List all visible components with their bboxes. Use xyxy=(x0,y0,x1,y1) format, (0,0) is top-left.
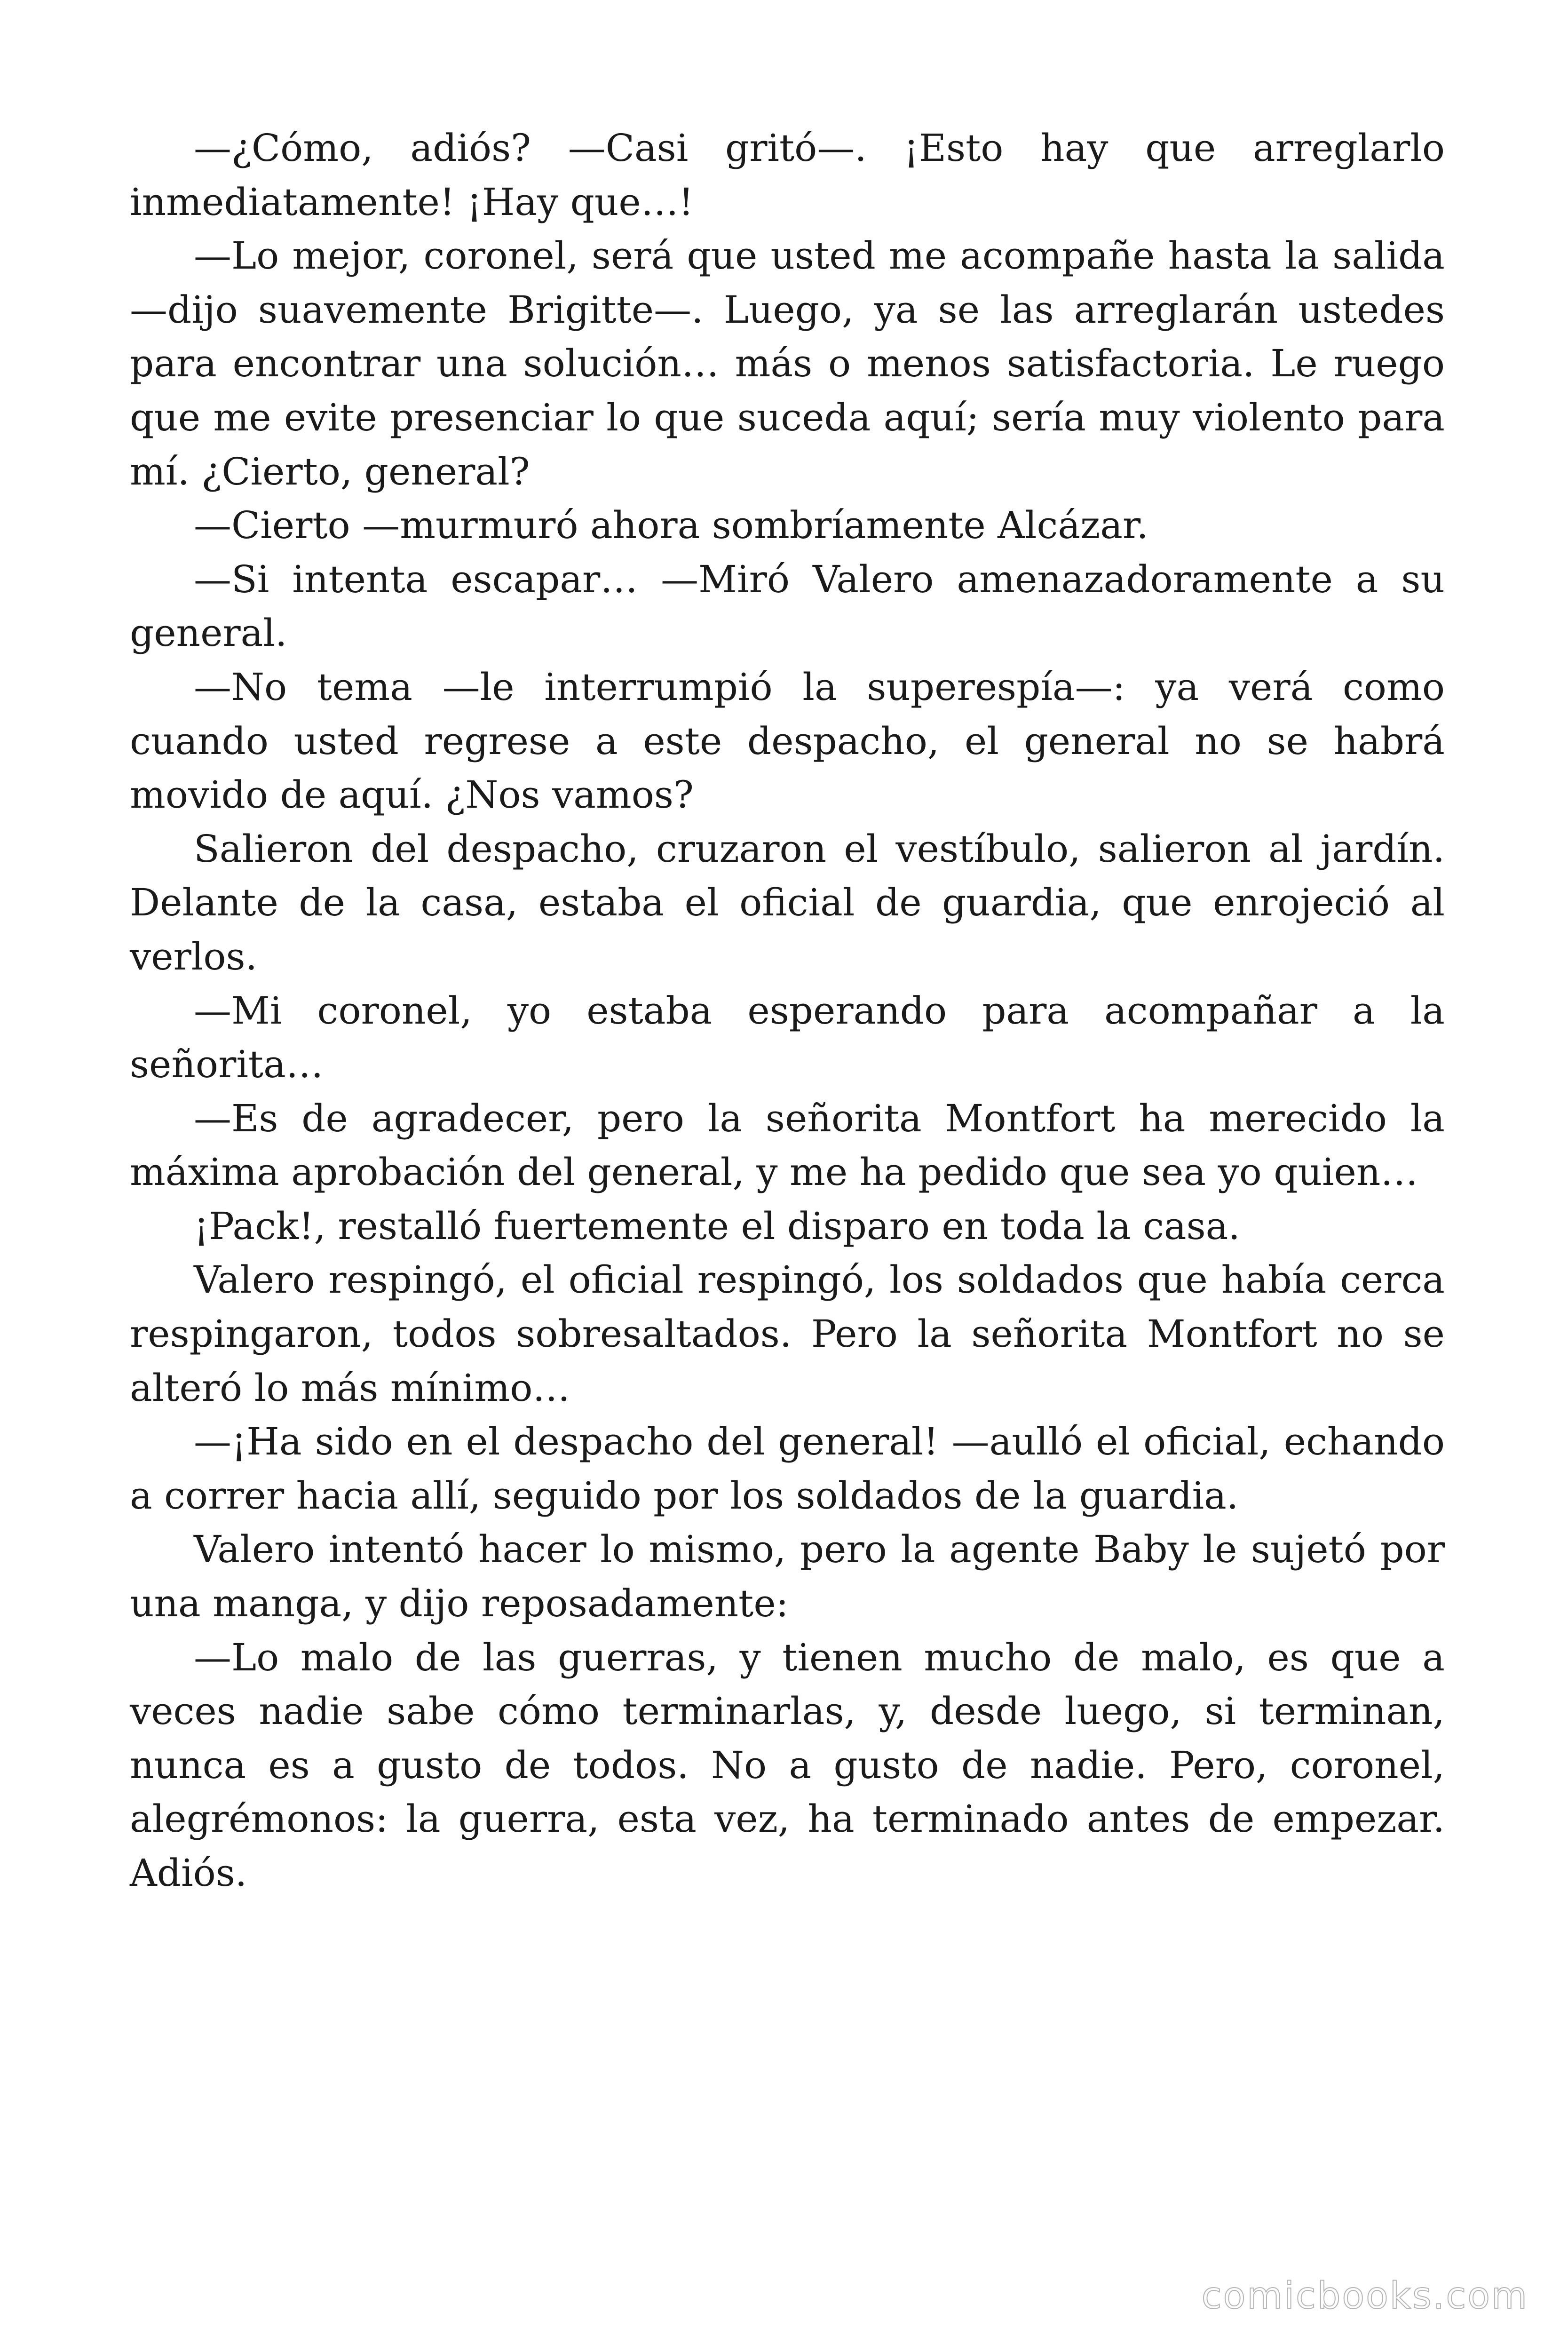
paragraph: —Mi coronel, yo estaba esperando para acompañar a la señorita… xyxy=(130,988,1445,1087)
paragraph: Valero respingó, el oficial respingó, los soldados que había cerca respingaron, todos sobresaltados. Pero la señorita Montfort no se alteró lo más mínimo… xyxy=(130,1258,1445,1410)
paragraph: —Lo mejor, coronel, será que usted me acompañe hasta la salida —dijo suavemente Brigitte—. Luego, ya se las arreglarán ustedes para encontrar una solución… más o menos satisfactoria. Le ruego que me evite presenciar lo que suceda aquí; sería muy violento para mí. ¿Cierto, general? xyxy=(130,234,1445,493)
site-watermark: comicbooks.com xyxy=(1201,2275,1528,2317)
paragraph: Valero intentó hacer lo mismo, pero la agente Baby le sujetó por una manga, y dijo reposadamente: xyxy=(130,1527,1445,1626)
paragraph: —¿Cómo, adiós? —Casi gritó—. ¡Esto hay que arreglarlo inmediatamente! ¡Hay que…! xyxy=(130,126,1445,224)
paragraph: ¡Pack!, restalló fuertemente el disparo en toda la casa. xyxy=(194,1204,1240,1248)
paragraph: —Lo malo de las guerras, y tienen mucho de malo, es que a veces nadie sabe cómo terminarlas, y, desde luego, si terminan, nunca es a gusto de todos. No a gusto de nadie. Pero, coronel, alegrémonos: la guerra, esta vez, ha terminado antes de empezar. Adiós. xyxy=(130,1635,1445,1895)
paragraph: —¡Ha sido en el despacho del general! —aulló el oficial, echando a correr hacia allí, seguido por los soldados de la guardia. xyxy=(130,1420,1445,1518)
paragraph: —Es de agradecer, pero la señorita Montfort ha merecido la máxima aprobación del general, y me ha pedido que sea yo quien… xyxy=(130,1096,1445,1194)
paragraph: —Si intenta escapar… —Miró Valero amenazadoramente a su general. xyxy=(130,557,1445,655)
paragraph: —No tema —le interrumpió la superespía—: ya verá como cuando usted regrese a este despacho, el general no se habrá movido de aquí. ¿Nos vamos? xyxy=(130,665,1445,817)
paragraph: Salieron del despacho, cruzaron el vestíbulo, salieron al jardín. Delante de la casa, estaba el oficial de guardia, que enrojeció al verlos. xyxy=(130,826,1445,978)
book-page-text xyxy=(130,121,1445,1900)
paragraph: —Cierto —murmuró ahora sombríamente Alcázar. xyxy=(194,503,1148,548)
